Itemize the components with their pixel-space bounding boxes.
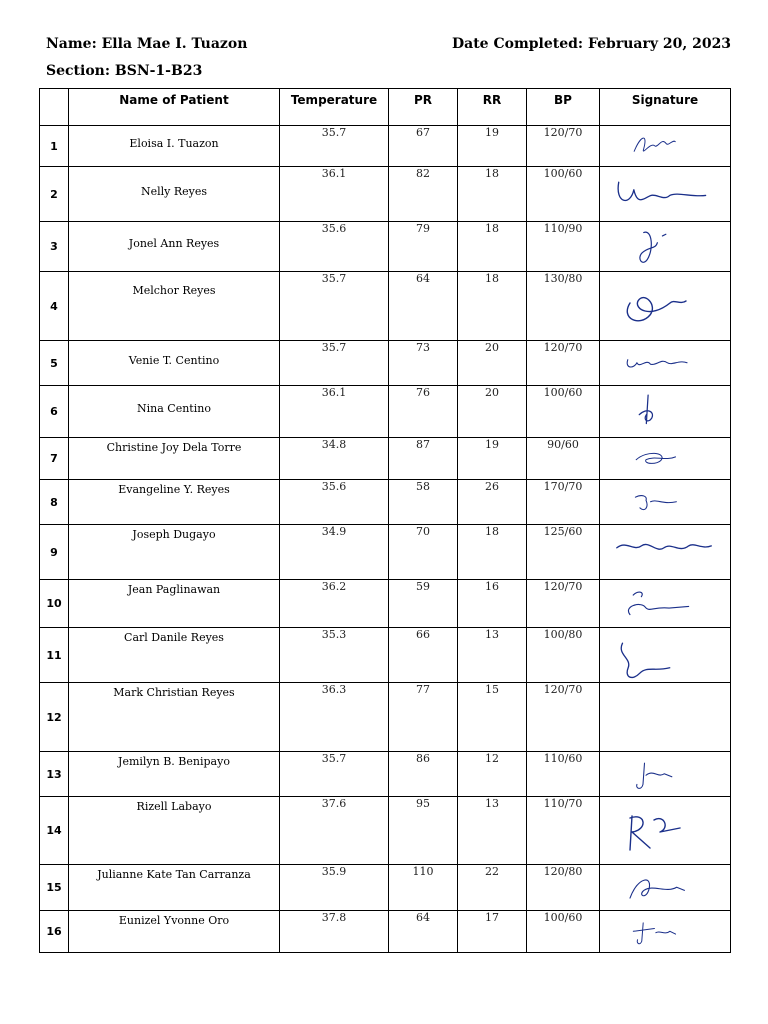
row-number: 13 — [40, 752, 69, 797]
patient-name: Nelly Reyes — [140, 184, 208, 198]
rr-value: 18 — [458, 222, 527, 272]
pr-value: 70 — [389, 525, 458, 580]
row-number: 4 — [40, 272, 69, 341]
bp-value: 100/60 — [527, 386, 600, 438]
signature-cell — [600, 580, 731, 628]
handwritten-signature — [610, 482, 720, 523]
handwritten-signature — [610, 867, 720, 909]
patient-name: Christine Joy Dela Torre — [106, 441, 242, 454]
temperature-value: 36.2 — [280, 580, 389, 628]
patient-name: Joseph Dugayo — [132, 528, 216, 541]
patient-name-cell — [69, 911, 280, 953]
patient-name: Jemilyn B. Benipayo — [118, 755, 230, 768]
patient-name-cell — [69, 341, 280, 386]
patient-name: Julianne Kate Tan Carranza — [97, 868, 251, 881]
patient-name: Nina Centino — [137, 402, 211, 415]
pr-value: 82 — [389, 167, 458, 222]
row-number: 12 — [40, 683, 69, 752]
signature-stroke — [635, 495, 676, 509]
pr-value: 95 — [389, 797, 458, 865]
table-row — [40, 272, 731, 341]
pr-value: 64 — [389, 911, 458, 953]
signature-stroke — [633, 922, 675, 943]
patient-name: Jean Paglinawan — [127, 583, 221, 596]
signature-stroke — [621, 643, 670, 677]
rr-value: 18 — [458, 167, 527, 222]
row-number: 6 — [40, 386, 69, 438]
pr-value: 58 — [389, 480, 458, 525]
row-number: 14 — [40, 797, 69, 865]
pr-value: 86 — [389, 752, 458, 797]
temperature-value: 34.8 — [280, 438, 389, 480]
handwritten-signature — [610, 582, 720, 626]
rr-value: 26 — [458, 480, 527, 525]
signature-cell — [600, 272, 731, 341]
bp-value: 100/80 — [527, 628, 600, 683]
row-number: 8 — [40, 480, 69, 525]
signature-stroke — [627, 298, 686, 321]
rr-value: 13 — [458, 628, 527, 683]
temperature-value: 37.8 — [280, 911, 389, 953]
signature-stroke — [636, 453, 675, 463]
temperature-value: 36.1 — [280, 386, 389, 438]
temperature-value: 36.1 — [280, 167, 389, 222]
row-number: 7 — [40, 438, 69, 480]
table-row — [40, 580, 731, 628]
table-header-row — [40, 89, 731, 126]
signature-stroke — [634, 138, 675, 151]
bp-value: 120/70 — [527, 580, 600, 628]
rr-value: 12 — [458, 752, 527, 797]
signature-cell — [600, 438, 731, 480]
student-name: Name: Ella Mae I. Tuazon — [46, 36, 248, 52]
bp-value: 120/80 — [527, 865, 600, 911]
patient-name: Mark Christian Reyes — [113, 686, 235, 699]
handwritten-signature — [610, 804, 720, 858]
column-header-rr: RR — [458, 89, 527, 126]
row-number: 9 — [40, 525, 69, 580]
signature-stroke — [639, 395, 652, 423]
signature-stroke — [628, 592, 688, 615]
pr-value: 76 — [389, 386, 458, 438]
table-row — [40, 126, 731, 167]
rr-value: 16 — [458, 580, 527, 628]
signature-cell — [600, 911, 731, 953]
table-row — [40, 752, 731, 797]
handwritten-signature — [610, 440, 720, 478]
pr-value: 87 — [389, 438, 458, 480]
signature-cell — [600, 683, 731, 752]
patient-name: Evangeline Y. Reyes — [118, 483, 230, 496]
signature-cell — [600, 126, 731, 167]
patient-name-cell — [69, 272, 280, 341]
column-header-pr: PR — [389, 89, 458, 126]
rr-value: 17 — [458, 911, 527, 953]
patient-name-cell — [69, 480, 280, 525]
signature-stroke — [627, 359, 687, 366]
pr-value: 66 — [389, 628, 458, 683]
pr-value: 73 — [389, 341, 458, 386]
signature-cell — [600, 628, 731, 683]
signature-cell — [600, 167, 731, 222]
table-row — [40, 386, 731, 438]
column-header-bp: BP — [527, 89, 600, 126]
temperature-value: 34.9 — [280, 525, 389, 580]
table-row — [40, 797, 731, 865]
rr-value: 15 — [458, 683, 527, 752]
bp-value: 110/60 — [527, 752, 600, 797]
patient-name: Carl Danile Reyes — [124, 631, 224, 644]
bp-value: 125/60 — [527, 525, 600, 580]
patient-name-cell — [69, 797, 280, 865]
patient-name: Rizell Labayo — [136, 800, 212, 813]
row-number: 16 — [40, 911, 69, 953]
bp-value: 120/70 — [527, 341, 600, 386]
column-header-signature: Signature — [600, 89, 731, 126]
patient-name: Eunizel Yvonne Oro — [118, 914, 230, 927]
patient-name-cell — [69, 222, 280, 272]
section-label: Section: BSN-1-B23 — [46, 63, 203, 79]
handwritten-signature — [610, 754, 720, 795]
row-number: 5 — [40, 341, 69, 386]
patient-name: Jonel Ann Reyes — [128, 237, 220, 250]
pr-value: 59 — [389, 580, 458, 628]
patient-name-cell — [69, 438, 280, 480]
signature-cell — [600, 480, 731, 525]
temperature-value: 35.6 — [280, 222, 389, 272]
handwritten-signature — [610, 279, 720, 333]
temperature-value: 35.3 — [280, 628, 389, 683]
temperature-value: 35.7 — [280, 752, 389, 797]
table-row — [40, 525, 731, 580]
bp-value: 100/60 — [527, 911, 600, 953]
handwritten-signature — [610, 630, 720, 681]
patient-name: Eloisa I. Tuazon — [129, 136, 219, 150]
signature-stroke — [637, 763, 672, 788]
handwritten-signature — [610, 224, 720, 270]
table-row — [40, 865, 731, 911]
rr-value: 20 — [458, 386, 527, 438]
handwritten-signature — [610, 527, 720, 578]
patient-name-cell — [69, 580, 280, 628]
rr-value: 18 — [458, 272, 527, 341]
handwritten-signature — [610, 343, 720, 384]
signature-cell — [600, 797, 731, 865]
signature-cell — [600, 341, 731, 386]
column-header-name: Name of Patient — [69, 89, 280, 126]
pr-value: 64 — [389, 272, 458, 341]
table-row — [40, 480, 731, 525]
temperature-value: 35.7 — [280, 341, 389, 386]
patient-name-cell — [69, 865, 280, 911]
rr-value: 20 — [458, 341, 527, 386]
row-number: 10 — [40, 580, 69, 628]
signature-cell — [600, 752, 731, 797]
row-number: 2 — [40, 167, 69, 222]
signature-cell — [600, 525, 731, 580]
patient-name: Melchor Reyes — [132, 284, 216, 297]
bp-value: 130/80 — [527, 272, 600, 341]
signature-stroke — [617, 544, 711, 549]
bp-value: 120/70 — [527, 683, 600, 752]
signature-stroke — [618, 182, 705, 200]
signature-stroke — [630, 816, 680, 850]
patient-name-cell — [69, 752, 280, 797]
patient-name-cell — [69, 525, 280, 580]
rr-value: 19 — [458, 126, 527, 167]
table-row — [40, 222, 731, 272]
bp-value: 110/70 — [527, 797, 600, 865]
pr-value: 110 — [389, 865, 458, 911]
handwritten-signature — [610, 169, 720, 220]
signature-cell — [600, 865, 731, 911]
table-row — [40, 911, 731, 953]
patient-name-cell — [69, 683, 280, 752]
signature-cell — [600, 222, 731, 272]
row-number: 1 — [40, 126, 69, 167]
temperature-value: 36.3 — [280, 683, 389, 752]
patient-name: Venie T. Centino — [128, 353, 220, 367]
handwritten-signature — [610, 388, 720, 436]
handwritten-signature — [610, 913, 720, 951]
pr-value: 67 — [389, 126, 458, 167]
table-row — [40, 438, 731, 480]
patient-name-cell — [69, 386, 280, 438]
temperature-value: 35.7 — [280, 126, 389, 167]
date-completed: Date Completed: February 20, 2023 — [452, 36, 732, 52]
row-number: 15 — [40, 865, 69, 911]
bp-value: 170/70 — [527, 480, 600, 525]
bp-value: 100/60 — [527, 167, 600, 222]
rr-value: 18 — [458, 525, 527, 580]
table-row — [40, 341, 731, 386]
temperature-value: 35.6 — [280, 480, 389, 525]
rr-value: 22 — [458, 865, 527, 911]
pr-value: 77 — [389, 683, 458, 752]
patient-name-cell — [69, 628, 280, 683]
rr-value: 13 — [458, 797, 527, 865]
vital-signs-table — [39, 88, 731, 953]
row-number: 11 — [40, 628, 69, 683]
signature-stroke — [640, 232, 666, 262]
column-header-temperature: Temperature — [280, 89, 389, 126]
handwritten-signature — [610, 128, 720, 165]
temperature-value: 35.7 — [280, 272, 389, 341]
temperature-value: 35.9 — [280, 865, 389, 911]
pr-value: 79 — [389, 222, 458, 272]
row-number: 3 — [40, 222, 69, 272]
table-row — [40, 628, 731, 683]
patient-name-cell — [69, 167, 280, 222]
temperature-value: 37.6 — [280, 797, 389, 865]
table-row — [40, 167, 731, 222]
bp-value: 110/90 — [527, 222, 600, 272]
signature-stroke — [630, 880, 684, 898]
bp-value: 90/60 — [527, 438, 600, 480]
patient-name-cell — [69, 126, 280, 167]
table-row — [40, 683, 731, 752]
column-header-number — [40, 89, 69, 126]
rr-value: 19 — [458, 438, 527, 480]
bp-value: 120/70 — [527, 126, 600, 167]
signature-cell — [600, 386, 731, 438]
